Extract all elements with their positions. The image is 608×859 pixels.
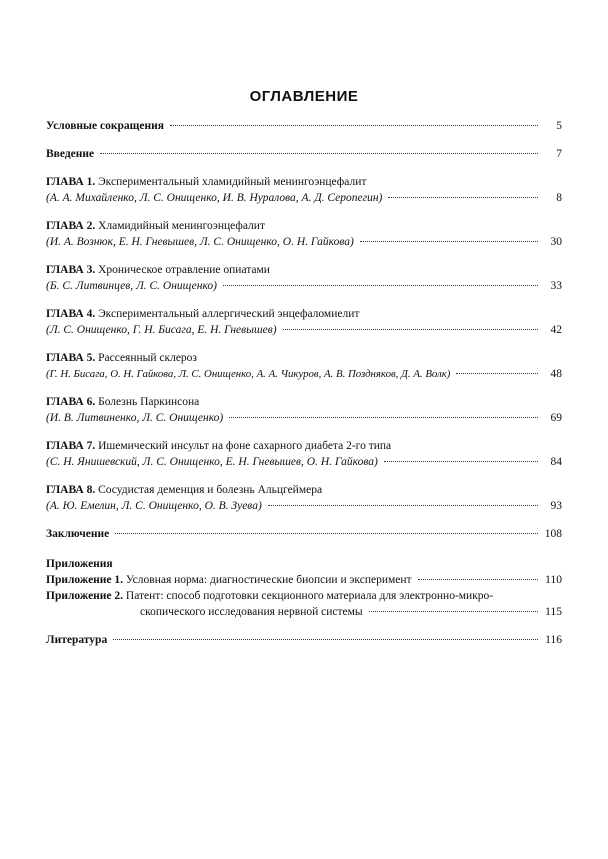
dot-leader	[418, 579, 538, 580]
table-of-contents	[46, 118, 562, 648]
appendix-title-line-1: Патент: способ подготовки секционного материала для электронно-микро-	[125, 590, 494, 602]
chapter-title: Ишемический инсульт на фоне сахарного диабета 2-го типа	[98, 440, 392, 452]
dot-leader	[369, 611, 538, 612]
entry-label: Заключение	[46, 528, 110, 540]
appendices-heading: Приложения	[46, 558, 113, 570]
page-number: 110	[545, 574, 562, 586]
page-number: 69	[550, 412, 562, 424]
chapter-authors: (А. А. Михайленко, Л. С. Онищенко, И. В. Нуралова, А. Д. Серопегин)	[46, 192, 383, 204]
toc-entry-conclusion[interactable]	[46, 526, 562, 542]
page-title: ОГЛАВЛЕНИЕ	[249, 88, 359, 105]
dot-leader	[223, 285, 538, 286]
chapter-title: Хроническое отравление опиатами	[98, 264, 270, 276]
toc-entry-chapter-5[interactable]	[46, 350, 562, 382]
appendix-prefix: Приложение 1.	[46, 574, 124, 586]
appendix-prefix: Приложение 2.	[46, 590, 124, 602]
chapter-title: Болезнь Паркинсона	[98, 396, 200, 408]
chapter-prefix: ГЛАВА 5.	[46, 352, 96, 364]
page-number: 8	[556, 192, 562, 204]
dot-leader	[456, 373, 538, 374]
toc-entry-abbreviations[interactable]	[46, 118, 562, 134]
toc-entry-chapter-6[interactable]	[46, 394, 562, 426]
page-number: 7	[556, 148, 562, 160]
chapter-title: Экспериментальный аллергический энцефаломиелит	[98, 308, 360, 320]
dot-leader	[384, 461, 538, 462]
chapter-title: Хламидийный менингоэнцефалит	[98, 220, 265, 232]
chapter-prefix: ГЛАВА 4.	[46, 308, 96, 320]
dot-leader	[388, 197, 538, 198]
page-number: 115	[545, 606, 562, 618]
chapter-authors: (Б. С. Литвинцев, Л. С. Онищенко)	[46, 280, 217, 292]
page-number: 5	[556, 120, 562, 132]
chapter-title: Рассеянный склероз	[98, 352, 197, 364]
dot-leader	[229, 417, 538, 418]
dot-leader	[283, 329, 538, 330]
dot-leader	[115, 533, 538, 534]
appendix-title-line-2: скопического исследования нервной системы	[140, 606, 363, 618]
entry-label: Введение	[46, 148, 95, 160]
entry-label: Условные сокращения	[46, 120, 164, 132]
entry-label: Литература	[46, 634, 108, 646]
toc-entry-literature[interactable]	[46, 632, 562, 648]
toc-section-appendices	[46, 556, 562, 620]
chapter-authors: (Л. С. Онищенко, Г. Н. Бисага, Е. Н. Гневышев)	[46, 324, 277, 336]
toc-entry-chapter-3[interactable]	[46, 262, 562, 294]
chapter-authors: (Г. Н. Бисага, О. Н. Гайкова, Л. С. Онищенко, А. А. Чикуров, А. В. Поздняков, Д. А. Волк)	[46, 368, 451, 380]
chapter-prefix: ГЛАВА 7.	[46, 440, 96, 452]
page-number: 48	[550, 368, 562, 380]
dot-leader	[170, 125, 538, 126]
chapter-prefix: ГЛАВА 6.	[46, 396, 96, 408]
toc-entry-chapter-7[interactable]	[46, 438, 562, 470]
toc-entry-chapter-1[interactable]	[46, 174, 562, 206]
chapter-authors: (С. Н. Янишевский, Л. С. Онищенко, Е. Н. Гневышев, О. Н. Гайкова)	[46, 456, 378, 468]
page-number: 108	[544, 528, 562, 540]
appendix-title: Условная норма: диагностические биопсии и эксперимент	[125, 574, 412, 586]
page-number: 30	[550, 236, 562, 248]
chapter-authors: (А. Ю. Емелин, Л. С. Онищенко, О. В. Зуева)	[46, 500, 262, 512]
toc-entry-chapter-4[interactable]	[46, 306, 562, 338]
page-number: 33	[550, 280, 562, 292]
page-number: 116	[545, 634, 562, 646]
dot-leader	[100, 153, 538, 154]
toc-entry-appendix-1[interactable]	[46, 572, 562, 588]
chapter-prefix: ГЛАВА 2.	[46, 220, 96, 232]
chapter-prefix: ГЛАВА 8.	[46, 484, 96, 496]
toc-entry-appendix-2[interactable]	[46, 588, 562, 620]
page-number: 93	[550, 500, 562, 512]
dot-leader	[113, 639, 538, 640]
chapter-title: Экспериментальный хламидийный менингоэнцефалит	[98, 176, 367, 188]
toc-entry-introduction[interactable]	[46, 146, 562, 162]
chapter-title: Сосудистая деменция и болезнь Альцгеймера	[98, 484, 323, 496]
dot-leader	[268, 505, 538, 506]
toc-entry-chapter-8[interactable]	[46, 482, 562, 514]
chapter-prefix: ГЛАВА 3.	[46, 264, 96, 276]
page-number: 84	[550, 456, 562, 468]
dot-leader	[360, 241, 538, 242]
page-number: 42	[550, 324, 562, 336]
chapter-authors: (И. В. Литвиненко, Л. С. Онищенко)	[46, 412, 224, 424]
chapter-prefix: ГЛАВА 1.	[46, 176, 96, 188]
chapter-authors: (И. А. Вознюк, Е. Н. Гневышев, Л. С. Онищенко, О. Н. Гайкова)	[46, 236, 354, 248]
toc-entry-chapter-2[interactable]	[46, 218, 562, 250]
